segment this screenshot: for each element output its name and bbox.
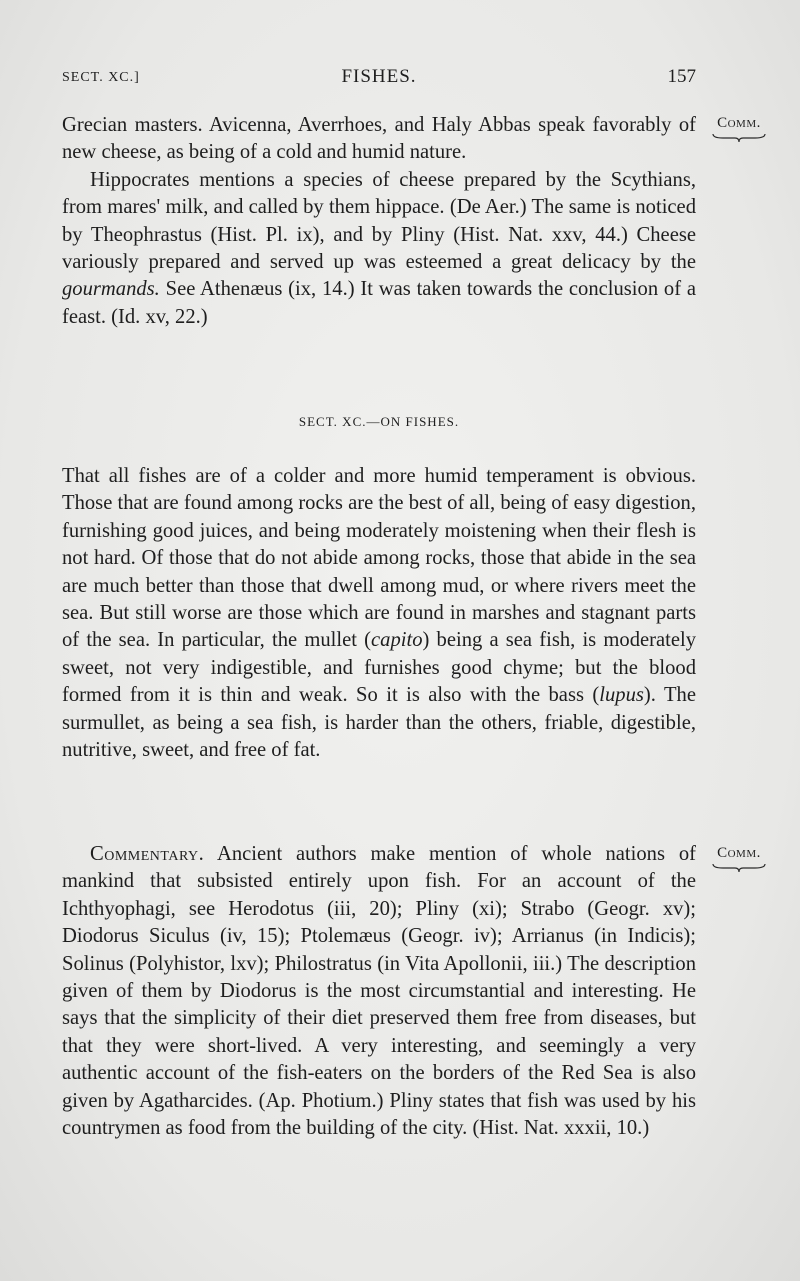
- brace-icon: [711, 132, 767, 144]
- page-number: 157: [667, 66, 696, 87]
- paragraph-hippocrates-text-end: See Athenæus (ix, 14.) It was taken towards the conclusion of a feast. (Id. xv, 22.): [62, 278, 696, 328]
- margin-note-label: Comm.: [717, 115, 761, 131]
- margin-note-label: Comm.: [717, 845, 761, 861]
- paragraph-fishes-text-middle: ) being a sea fish, is moderately sweet, not very indigestible, and furnishes good chyme; but the blood formed from it is thin and weak. So it is also with the bass (: [62, 629, 697, 707]
- running-head: [62, 66, 696, 92]
- margin-note-commentary-2: [706, 845, 772, 874]
- running-head-section: SECT. XC.]: [62, 70, 140, 85]
- paragraph-fishes: [62, 463, 696, 764]
- italic-gourmands: gourmands.: [62, 278, 160, 301]
- text-block-commentary: [62, 841, 696, 1142]
- running-head-title: FISHES.: [341, 66, 417, 87]
- paragraph-fishes-text-end: ). The surmullet, as being a sea fish, is harder than the others, friable, digestible, nutritive, sweet, and free of fat.: [62, 684, 696, 762]
- section-heading: SECT. XC.—ON FISHES.: [298, 414, 460, 429]
- italic-lupus: lupus: [599, 684, 644, 707]
- paragraph-hippocrates-text: Hippocrates mentions a species of cheese prepared by the Scythians, from mares' milk, and called by them hippace. (De Aer.) The same is noticed by Theophrastus (Hist. Pl. ix), and by Pliny (Hist. Nat. xxv, 44.) Cheese variously prepared and served up was esteemed a great delicacy by the: [62, 168, 696, 274]
- paragraph-new-cheese: Grecian masters. Avicenna, Averrhoes, and Haly Abbas speak favorably of new cheese, as being of a cold and humid nature.: [62, 114, 696, 164]
- paragraph-fishes-text: That all fishes are of a colder and more humid temperament is obvious. Those that are found among rocks are the best of all, being of easy digestion, furnishing good juices, and being moderately moistening when their flesh is not hard. Of those that do not abide among rocks, those that abide in the sea are much better than those that dwell among mud, or where rivers meet the sea. But still worse are those which are found in marshes and stagnant parts of the sea. In particular, the mullet (: [62, 465, 696, 652]
- brace-icon: [711, 862, 767, 874]
- margin-note-commentary-1: [706, 115, 772, 144]
- paragraph-commentary: [62, 841, 696, 1142]
- commentary-label: Commentary.: [90, 843, 205, 865]
- commentary-text: Ancient authors make mention of whole nations of mankind that subsisted entirely upon fish. For an account of the Ichthyophagi, see Herodotus (iii, 20); Pliny (xi); Strabo (Geogr. xv); Diodorus Siculus (iv, 15); Ptolemæus (Geogr. iv); Arrianus (in Indicis); Solinus (Polyhistor, lxv); Philostratus (in Vita Apollonii, iii.) The description given of them by Diodorus is the most circumstantial and interesting. He says that the simplicity of their diet preserved them free from diseases, but that they were short-lived. A very interesting, and seemingly a very authentic account of the fish-eaters on the borders of the Red Sea is also given by Agatharcides. (Ap. Photium.) Pliny states that fish was used by his countrymen as food from the building of the city. (Hist. Nat. xxxii, 10.): [62, 843, 696, 1140]
- text-block-cheese: [62, 112, 696, 331]
- text-block-fishes: [62, 463, 696, 764]
- italic-capito: capito: [371, 629, 423, 652]
- paragraph-hippocrates: [62, 167, 696, 331]
